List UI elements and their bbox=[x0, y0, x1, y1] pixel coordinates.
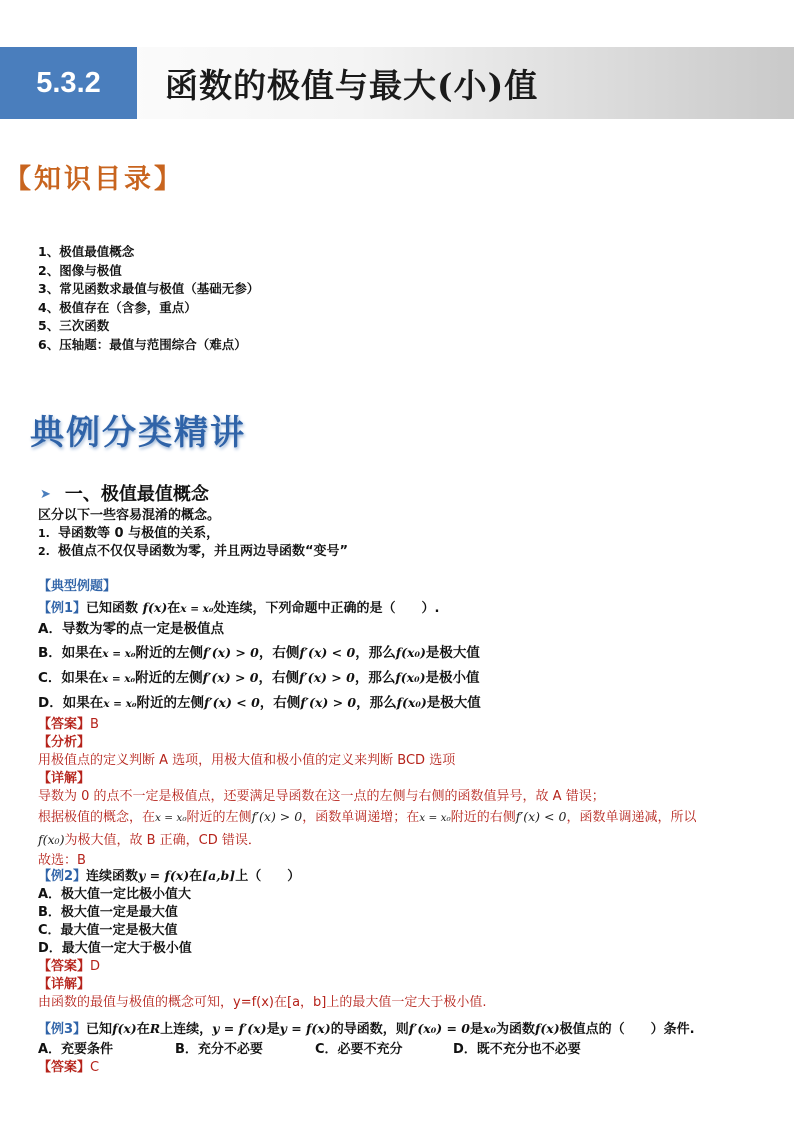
math-cond: f′(x₀) = 0 bbox=[408, 1021, 471, 1036]
math-fneg: f′(x) < 0 bbox=[203, 695, 260, 710]
q-text: 是 bbox=[266, 1022, 280, 1037]
ex1-question bbox=[38, 599, 696, 618]
math-x0: x = x₀ bbox=[419, 812, 451, 824]
math-fpos: f′(x) > 0 bbox=[300, 695, 357, 710]
ex2-option-c: C．最大值一定是极大值 bbox=[38, 923, 178, 938]
opt-text: 附近的左侧 bbox=[136, 695, 204, 711]
answer-label: 【答案】 bbox=[38, 717, 91, 732]
section-number: 5.3.2 bbox=[0, 47, 137, 119]
ex3-question bbox=[38, 1020, 695, 1039]
ex2-answer bbox=[38, 958, 487, 976]
ex1-analysis: 用极值点的定义判断 A 选项，用极大值和极小值的定义来判断 BCD 选项 bbox=[38, 753, 456, 768]
opt-text: C．如果在 bbox=[38, 670, 102, 686]
math-x0: x = x₀ bbox=[102, 648, 136, 660]
math-fx: f(x) bbox=[142, 600, 168, 615]
ex1-choice: 故选：B bbox=[38, 853, 86, 868]
detail-text: 根据极值的概念，在 bbox=[38, 810, 156, 825]
opt-text: 是极大值 bbox=[425, 645, 480, 661]
opt-text: ，那么 bbox=[356, 695, 397, 711]
ex1-option-c bbox=[38, 666, 696, 691]
point-text: 极值点不仅仅导函数为零，并且两边导函数“变号” bbox=[58, 544, 349, 559]
ex2-detail-label: 【详解】 bbox=[38, 977, 91, 992]
toc-item[interactable]: 3、常见函数求最值与极值（基础无参） bbox=[38, 281, 260, 296]
ex1-analysis-label: 【分析】 bbox=[38, 735, 91, 750]
detail-text: 附近的右侧 bbox=[450, 810, 516, 825]
math-x0: x = x₀ bbox=[155, 812, 187, 824]
point-text: 导函数等 0 与极值的关系， bbox=[58, 526, 220, 541]
ex2-option-d: D．最大值一定大于极小值 bbox=[38, 941, 192, 956]
opt-text: ，右侧 bbox=[259, 695, 301, 711]
answer-label: 【答案】 bbox=[38, 959, 91, 974]
answer-value: B bbox=[90, 717, 99, 732]
arrow-right-icon: ➤ bbox=[40, 487, 51, 502]
ex3-option-a: A．充要条件 bbox=[38, 1042, 114, 1057]
math-yfp: y = f′(x) bbox=[212, 1021, 267, 1036]
math-x0: x₀ bbox=[483, 1021, 496, 1036]
ex1-detail-label: 【详解】 bbox=[38, 771, 91, 786]
opt-text: B．如果在 bbox=[38, 645, 103, 661]
answer-value: C bbox=[90, 1060, 100, 1075]
detail-text: 附近的左侧 bbox=[186, 810, 252, 825]
q-text: 是 bbox=[470, 1022, 484, 1037]
ex1-option-d bbox=[38, 691, 696, 716]
q-text: 为函数 bbox=[495, 1022, 535, 1037]
ex1-detail-line bbox=[38, 829, 696, 852]
opt-text: 是极小值 bbox=[425, 670, 480, 686]
detail-text: ，函数单调递增；在 bbox=[302, 810, 420, 825]
math-yfx: y = f(x) bbox=[138, 868, 190, 883]
opt-text: 附近的左侧 bbox=[135, 670, 203, 686]
math-fneg: f′(x) < 0 bbox=[515, 809, 567, 824]
math-x0: x = x₀ bbox=[103, 698, 137, 710]
answer-value: D bbox=[90, 959, 101, 974]
ex1-label: 【例1】 bbox=[38, 601, 87, 616]
math-fpos: f′(x) > 0 bbox=[299, 670, 355, 685]
q-text: 已知函数 bbox=[86, 601, 139, 616]
toc-item[interactable]: 4、极值存在（含参，重点） bbox=[38, 299, 197, 315]
math-interval: [a,b] bbox=[202, 868, 236, 883]
ex1-option-b bbox=[38, 641, 696, 666]
opt-text: ，右侧 bbox=[258, 645, 300, 661]
ex2-label: 【例2】 bbox=[38, 869, 87, 884]
ex3-option-b: B．充分不必要 bbox=[175, 1042, 263, 1057]
example-1 bbox=[38, 578, 696, 870]
math-fpos: f′(x) > 0 bbox=[251, 809, 303, 824]
math-fpos: f′(x) > 0 bbox=[202, 670, 259, 685]
point-item bbox=[38, 525, 348, 543]
q-text: 在 bbox=[136, 1022, 150, 1037]
q-text: 处连续，下列命题中正确的是（ ）. bbox=[213, 601, 440, 616]
q-text: 已知 bbox=[86, 1022, 113, 1037]
toc-list bbox=[38, 243, 259, 354]
knowledge-title: 【知识目录】 bbox=[4, 164, 184, 195]
math-fx: f(x) bbox=[534, 1021, 560, 1036]
ex2-detail: 由函数的最值与极值的概念可知，y=f(x)在[a，b]上的最大值一定大于极小值. bbox=[38, 995, 487, 1010]
q-text: 在 bbox=[189, 869, 203, 884]
math-fx: f(x) bbox=[112, 1021, 137, 1036]
opt-text: ，那么 bbox=[354, 670, 396, 686]
ex2-option-b: B．极大值一定是最大值 bbox=[38, 905, 178, 920]
section-heading-text: 一、极值最值概念 bbox=[64, 484, 209, 505]
opt-text: D．如果在 bbox=[38, 695, 104, 711]
opt-text: 附近的左侧 bbox=[135, 645, 204, 661]
math-fx0: f(x₀) bbox=[395, 670, 426, 685]
page-title: 函数的极值与最大(小)值 bbox=[165, 66, 539, 105]
example-3 bbox=[38, 1020, 695, 1077]
opt-text: 是极大值 bbox=[426, 695, 481, 711]
opt-text: ，右侧 bbox=[258, 670, 299, 686]
ex1-detail-line: 导数为 0 的点不一定是极值点，还要满足导函数在这一点的左侧与右侧的函数值异号，故 A 错误； bbox=[38, 789, 605, 804]
q-text: 上连续， bbox=[160, 1022, 213, 1037]
q-text: 极值点的（ ）条件. bbox=[559, 1022, 695, 1037]
ex2-option-a: A．极大值一定比极小值大 bbox=[38, 887, 192, 902]
ex1-option-a: A．导数为零的点一定是极值点 bbox=[38, 621, 224, 637]
q-text: 的导函数，则 bbox=[330, 1022, 409, 1037]
ex3-options bbox=[38, 1041, 695, 1059]
ex1-answer bbox=[38, 716, 696, 734]
example-2 bbox=[38, 867, 487, 1012]
math-fneg: f′(x) < 0 bbox=[299, 645, 356, 660]
ex3-label: 【例3】 bbox=[38, 1022, 87, 1037]
q-text: 上（ ） bbox=[235, 869, 301, 884]
math-x0: x = x₀ bbox=[101, 673, 136, 685]
math-fx0: f(x₀) bbox=[38, 832, 65, 847]
answer-label: 【答案】 bbox=[38, 1060, 91, 1075]
math-yf: y = f(x) bbox=[279, 1021, 331, 1036]
detail-text: 为极大值，故 B 正确，CD 错误． bbox=[64, 833, 261, 848]
math-fx0: f(x₀) bbox=[395, 645, 426, 660]
math-x0: x = x₀ bbox=[180, 603, 214, 615]
point-item bbox=[38, 543, 348, 561]
math-fx0: f(x₀) bbox=[396, 695, 427, 710]
ex1-detail-line bbox=[38, 806, 696, 829]
q-text: 连续函数 bbox=[86, 869, 139, 884]
ex3-option-c: C．必要不充分 bbox=[315, 1042, 403, 1057]
toc-item[interactable]: 2、图像与极值 bbox=[38, 262, 122, 278]
detail-text: ，函数单调递减，所以 bbox=[566, 810, 697, 825]
point-number: 1. bbox=[38, 527, 50, 540]
section-intro bbox=[38, 507, 348, 561]
section-heading bbox=[40, 480, 209, 506]
math-fpos: f′(x) > 0 bbox=[203, 645, 259, 660]
q-text: 在 bbox=[167, 601, 181, 616]
intro-text: 区分以下一些容易混淆的概念。 bbox=[38, 508, 221, 523]
ex2-question bbox=[38, 867, 487, 886]
typical-examples-label: 【典型例题】 bbox=[38, 579, 117, 594]
toc-item[interactable]: 5、三次函数 bbox=[38, 318, 110, 333]
point-number: 2. bbox=[38, 545, 50, 558]
ex3-answer bbox=[38, 1059, 695, 1077]
toc-item[interactable]: 6、压轴题：最值与范围综合（难点） bbox=[38, 336, 247, 352]
section-banner-title: 典例分类精讲 bbox=[30, 413, 246, 453]
ex3-option-d: D．既不充分也不必要 bbox=[453, 1042, 581, 1057]
opt-text: ，那么 bbox=[355, 645, 396, 661]
toc-item[interactable]: 1、极值最值概念 bbox=[38, 244, 135, 259]
math-r: R bbox=[149, 1021, 161, 1036]
